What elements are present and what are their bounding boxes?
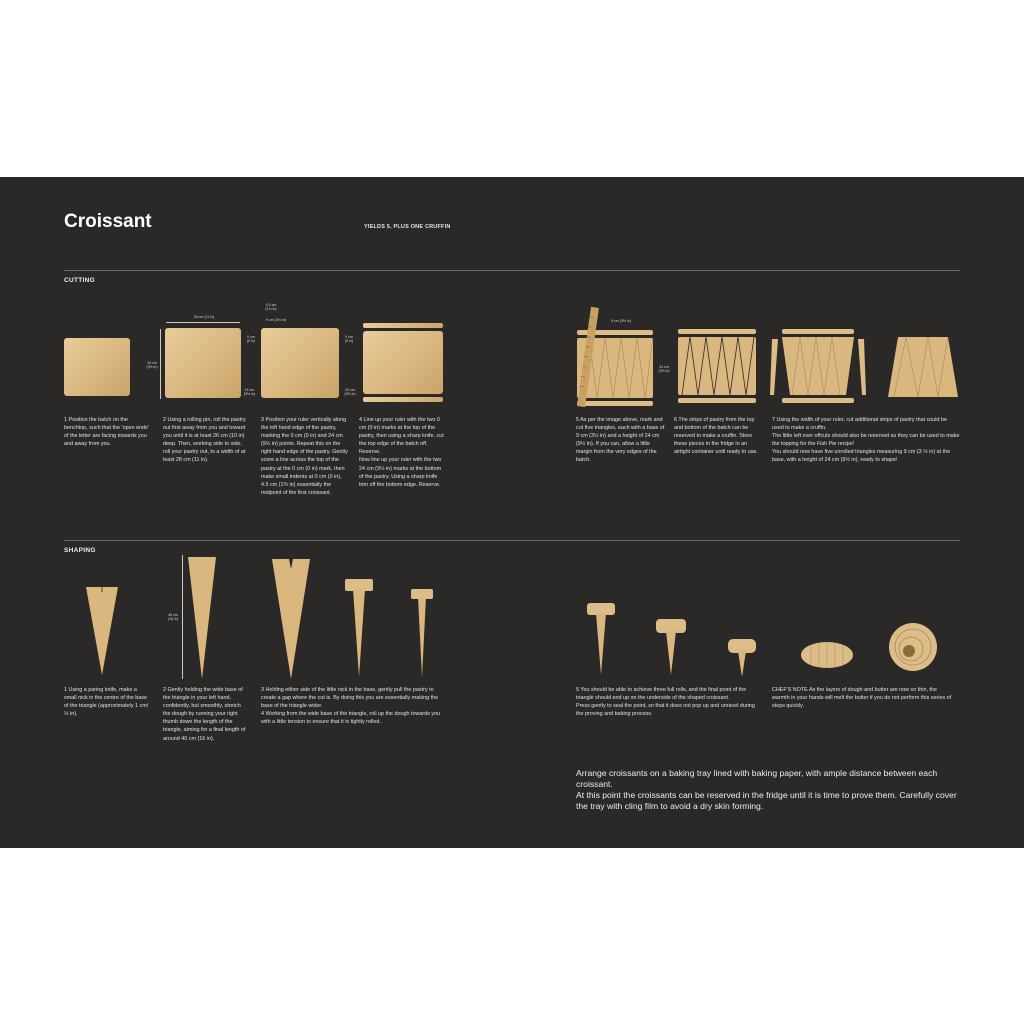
cutting-step-6: 6 The strips of pastry from the top and bottom of the batch can be reserved to make a cruffin. Store these pieces in the fridge in an airtight container until ready to use. bbox=[674, 417, 758, 456]
dough-with-ruler-illustration bbox=[574, 302, 660, 412]
shaped-croissant-illustration bbox=[798, 637, 856, 671]
mark-label-24cm-left: 24 cm (9½ in) bbox=[243, 388, 256, 397]
height-dimension-line bbox=[160, 329, 161, 399]
dough-trimmed bbox=[363, 331, 443, 394]
croissant-roll-stage-2-illustration bbox=[654, 617, 688, 677]
croissant-roll-stage-3-illustration bbox=[726, 637, 758, 679]
unrolled-triangles-illustration bbox=[888, 337, 960, 399]
shaping-step-1: 1 Using a paring knife, make a small nick in the centre of the base of the triangle (approximately 1 cm/ ½ in). bbox=[64, 687, 149, 718]
mark-label-9cm: 9 cm (3½ in) bbox=[266, 318, 286, 322]
dough-bottom-strip bbox=[363, 397, 443, 402]
dough-batch-folded bbox=[64, 338, 130, 396]
cruffin-spiral-illustration bbox=[886, 621, 940, 673]
cutting-step-3: 3 Position your ruler vertically along the left hand edge of the pastry, marking the 0 cm (0 in) and 24 cm (9½ in) points. Repeat this on the right hand edge of the pastry. Gently score a line across the top of the pastry at the 0 cm (0 in) mark, then make small indents at 0 cm (0 in), 4.5 cm (1¾ in) essentially the midpoint of the first croissant. bbox=[261, 417, 348, 496]
cutting-step-2: 2 Using a rolling pin, roll the pastry out first away from you and toward you until it is at least 26 cm (10 in) deep. Then, working side to side, roll your pastry out, to a width of at least 28 cm (11 in). bbox=[163, 417, 246, 464]
dough-triangles-cut-illustration bbox=[678, 327, 758, 403]
length-dimension-label: 40 cm (16 in) bbox=[167, 613, 179, 622]
cutting-step-4: 4 Line up your ruler with the two 0 cm (0 in) marks at the top of the pastry, then using a sharp knife, cut the top edge of the batch off. Reserve. Now line up your ruler with the two 24 cm (9½ in) marks at the bottom of the pastry. Using a sharp knife trim off the bottom edge. Reserve. bbox=[359, 417, 444, 488]
cutting-step-1: 1 Position the batch on the benchtop, such that the 'open ends' of the letter are facing towards you and away from you. bbox=[64, 417, 149, 448]
mark-label-4-5cm: 4.5 cm (1¾ in) bbox=[265, 303, 277, 312]
dough-rolled-out bbox=[165, 328, 241, 398]
triangle-stretched-illustration bbox=[186, 555, 218, 681]
mark-label-24cm-right: 24 cm (9½ in) bbox=[344, 388, 356, 397]
triangle-nicked-illustration bbox=[84, 585, 120, 677]
length-dimension-line bbox=[182, 555, 183, 679]
croissant-roll-stage-1-illustration bbox=[586, 601, 616, 677]
recipe-spread bbox=[0, 177, 1024, 848]
section-divider-cutting bbox=[64, 270, 960, 271]
triangle-rolling-one-turn-illustration bbox=[410, 587, 434, 679]
shaping-step-3-4: 3 Holding either side of the little nick in the base, gently pull the pastry to create a gap where the cut is. By doing this you are essentially making the base of the triangle wider. 4 Working from the wide base of the triangle, roll up the dough towards you with a little tension to ensure that it is tightly rolled. bbox=[261, 687, 441, 726]
closing-instructions: Arrange croissants on a baking tray lined with baking paper, with ample distance between each croissant. At this point the croissants can be reserved in the fridge until it is time to prove them. Carefully cover the tray with cling film to avoid a dry skin forming. bbox=[576, 768, 957, 811]
chefs-note: CHEF'S NOTE As the layers of dough and butter are now so thin, the warmth in your hands will melt the butter if you do not perform this series of steps quickly. bbox=[772, 687, 952, 710]
triangle-height-label: 24 cm (9½ in) bbox=[658, 365, 670, 374]
height-dimension-label: 24 cm (9½ in) bbox=[146, 361, 158, 370]
mark-label-0cm-left: 0 cm (0 in) bbox=[246, 335, 256, 344]
shaping-step-2: 2 Gently holding the wide base of the triangle in your left hand, confidently, but smoothly, stretch the dough by running your right thumb down the length of the triangle, aiming for a final length of around 40 cm (16 in). bbox=[163, 687, 246, 742]
yields-label: YIELDS 5, PLUS ONE CRUFFIN bbox=[364, 224, 451, 230]
dough-offcuts-illustration bbox=[770, 327, 866, 403]
dough-top-strip bbox=[363, 323, 443, 328]
section-divider-shaping bbox=[64, 540, 960, 541]
triangle-rolling-start-illustration bbox=[344, 575, 374, 679]
base-dimension-label: 9 cm (3½ in) bbox=[611, 319, 631, 323]
page-title: Croissant bbox=[64, 211, 152, 232]
dough-marked bbox=[261, 328, 339, 398]
width-dimension-line bbox=[166, 322, 240, 323]
section-heading-cutting: CUTTING bbox=[64, 277, 95, 284]
cutting-step-5: 5 As per the image above, mark and cut five triangles, each with a base of 9 cm (3½ in) and a height of 24 cm (9½ in). If you can, allow a little margin from the very edges of the batch. bbox=[576, 417, 665, 464]
section-heading-shaping: SHAPING bbox=[64, 547, 96, 554]
shaping-step-5: 5 You should be able to achieve three full rolls, and the final point of the triangle should end up on the underside of the shaped croissant. Press gently to seal the point, so that it does not pop up and unravel during the proving and baking process. bbox=[576, 687, 755, 718]
triangle-widened-illustration bbox=[272, 557, 310, 681]
width-dimension-label: 28 cm (11 in) bbox=[193, 315, 215, 319]
mark-label-0cm-right: 0 cm (0 in) bbox=[344, 335, 354, 344]
cutting-step-7: 7 Using the width of your ruler, cut additional strips of pastry that could be used to make a cruffin. The little left over offcuts should also be reserved as they can be used to make the topping for the Fish Pie recipe! You should now have five unrolled triangles measuring 9 cm (3 ½ in) at the base, with a height of 24 cm (9½ in), ready to shape! bbox=[772, 417, 960, 464]
